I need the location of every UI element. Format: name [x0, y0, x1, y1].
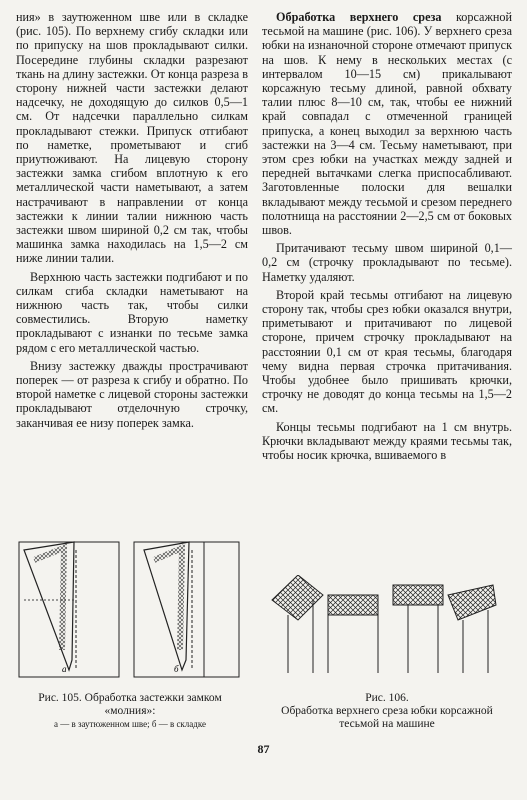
figure-106-waistband-illustration	[268, 575, 500, 675]
figure-105-caption-text: Рис. 105. Обработка застежки замком «молния»:	[38, 692, 222, 717]
figure-105-zipper-illustration	[14, 540, 244, 680]
right-paragraph-heading	[262, 10, 512, 237]
page-number: 87	[257, 742, 270, 756]
left-paragraph-2: Верхнюю часть застежки подгибают и по силкам сгиба складки наметывают на нижнюю часть так, чтобы силки совместились. Вторую наметку прокладывают с изнанки по тесьме замка рядом с его металлической частью.	[16, 269, 248, 355]
figure-106-caption-title: Рис. 106.	[365, 692, 409, 704]
section-title-rest: корсажной тесьмой на машине (рис. 106). У верхнего среза юбки на изнаночной стороне отмечают припуск на шов. К нему в нескольких местах (с интервалом 10—15 см) прикалывают корсажную тесьму длиной, равной обхвату талии плюс 8—10 см, так, чтобы ее нижний край совпадал с отмеченной границей припуска, а конец выходил за верхнюю часть застежки на 3—4 см. Тесьму наметывают, при этом срез юбки на участках между задней и передней вытачками слегка приспосабливают. Заготовленные полоски для вешалки вкладывают между тесьмой и срезом переднего полотнища на расстоянии 2—2,5 см от боковых швов.	[262, 10, 512, 238]
figure-106-caption-text: Обработка верхнего среза юбки корсажной тесьмой на машине	[281, 705, 493, 730]
figure-105-label-b: б	[174, 664, 179, 674]
figure-105-caption-sub: а — в заутюженном шве; б — в складке	[53, 719, 207, 729]
right-paragraph-4: Концы тесьмы подгибают на 1 см внутрь. Крючки вкладывают между краями тесьмы так, чтобы носик крючка, вшиваемого в	[262, 419, 512, 463]
section-title: Обработка верхнего среза	[276, 10, 442, 24]
right-paragraph-3: Второй край тесьмы отгибают на лицевую сторону так, чтобы срез юбки оказался внутри, приметывают и притачивают по лицевой стороне, причем строчку прокладывают на расстоянии 0,1 см от края тесьмы, благодаря чему видна первая строчка притачивания. Чтобы удобнее было пришивать крючки, строчку не доводят до конца тесьмы на 1,5—2 см.	[262, 287, 512, 416]
figure-106-caption	[262, 692, 512, 731]
left-paragraph-1: ния» в заутюженном шве или в складке (рис. 105). По верхнему сгибу складки или по припуску на шов прокладывают силки. Посередине глубины складки разрезают ткань на длину застежки. От конца разреза в сторону нижней части застежки делают надсечку, не доходящую до силков 0,5—1 см. От надсечки параллельно силкам прокладывают стежки. Припуск отгибают по наметке, прометывают и сгиб приутюживают. На лицевую сторону застежки замка сгибом вплотную к его металлической части наметывают, а затем настрачивают в направлении от конца застежки к линии талии нижнюю часть застежки швом шириной 0,2 см так, чтобы машинка замка находилась на 1,5—2 см ниже линии талии.	[16, 10, 248, 266]
right-paragraph-2: Притачивают тесьму швом шириной 0,1—0,2 см (строчку прокладывают по тесьме). Наметку удаляют.	[262, 241, 512, 284]
left-paragraph-3: Внизу застежку дважды прострачивают поперек — от разреза к сгибу и обратно. По второй наметке с лицевой стороны застежки прокладывают отделочную строчку, заканчивая ее низу поперек замка.	[16, 358, 248, 430]
figure-105-label-a: а	[62, 664, 67, 674]
left-column	[16, 10, 248, 434]
right-column	[262, 10, 512, 466]
figure-105-caption	[14, 692, 246, 731]
